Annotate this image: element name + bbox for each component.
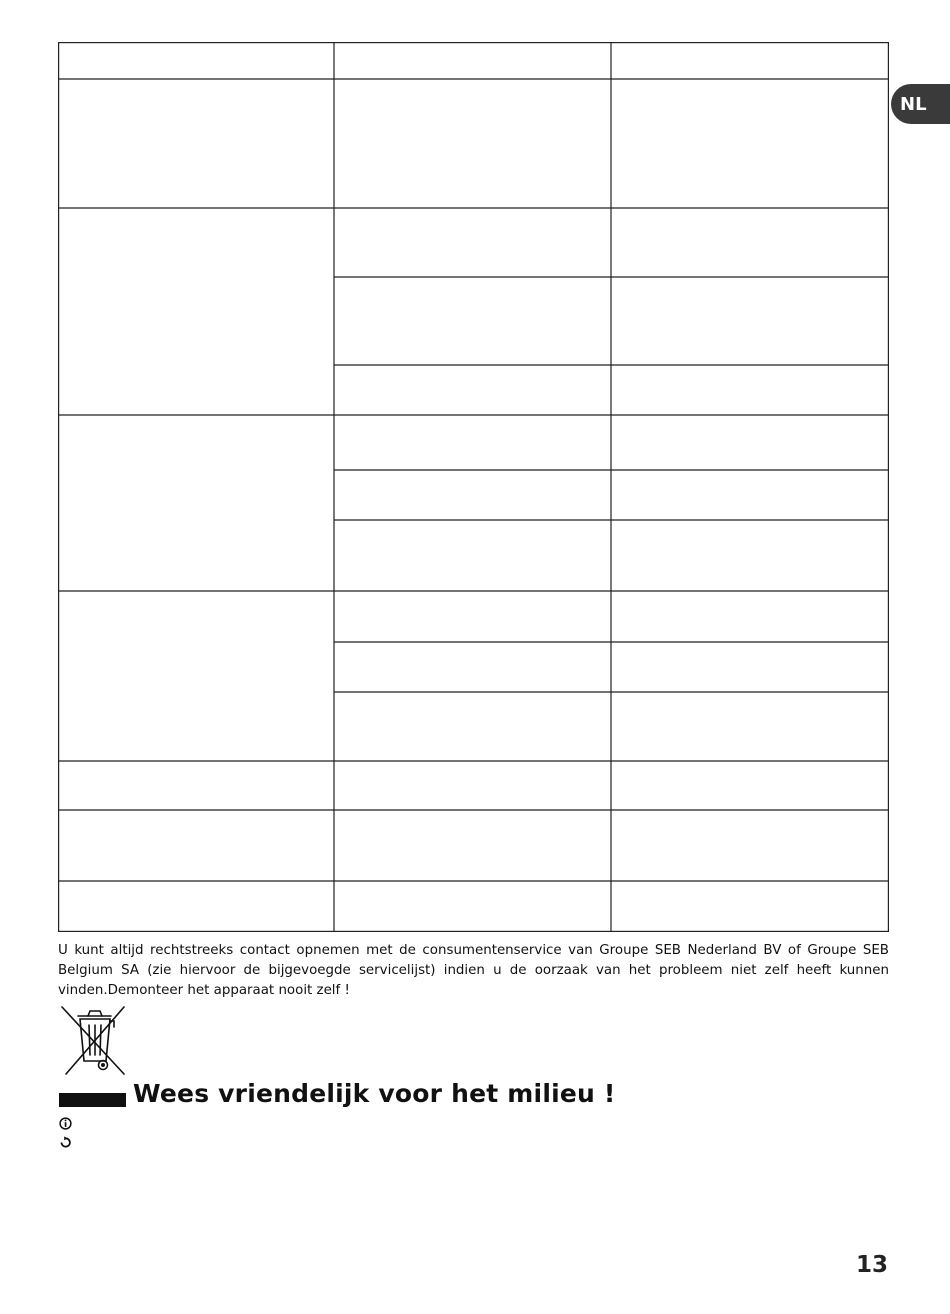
language-tab	[891, 84, 950, 124]
service-note: U kunt altijd rechtstreeks contact opnemen met de consumentenservice van Groupe SEB Nederland BV of Groupe SEB Belgium SA (zie hiervoor de bijgevoegde servicelijst) indien u de oorzaak van het probleem niet zelf heeft kunnen vinden.Demonteer het apparaat nooit zelf !	[58, 943, 889, 998]
environment-heading: Wees vriendelijk voor het milieu !	[133, 1079, 616, 1108]
page-number: 13	[856, 1252, 889, 1278]
crossed-out-wheelie-bin-icon	[56, 1003, 128, 1077]
info-circle-icon	[59, 1115, 72, 1128]
table-grid	[58, 42, 889, 932]
table-border	[59, 43, 889, 932]
language-tab-label: NL	[900, 93, 927, 115]
recycle-arrow-icon	[59, 1134, 72, 1147]
heading-marker	[59, 1093, 126, 1107]
troubleshooting-table	[58, 42, 889, 932]
